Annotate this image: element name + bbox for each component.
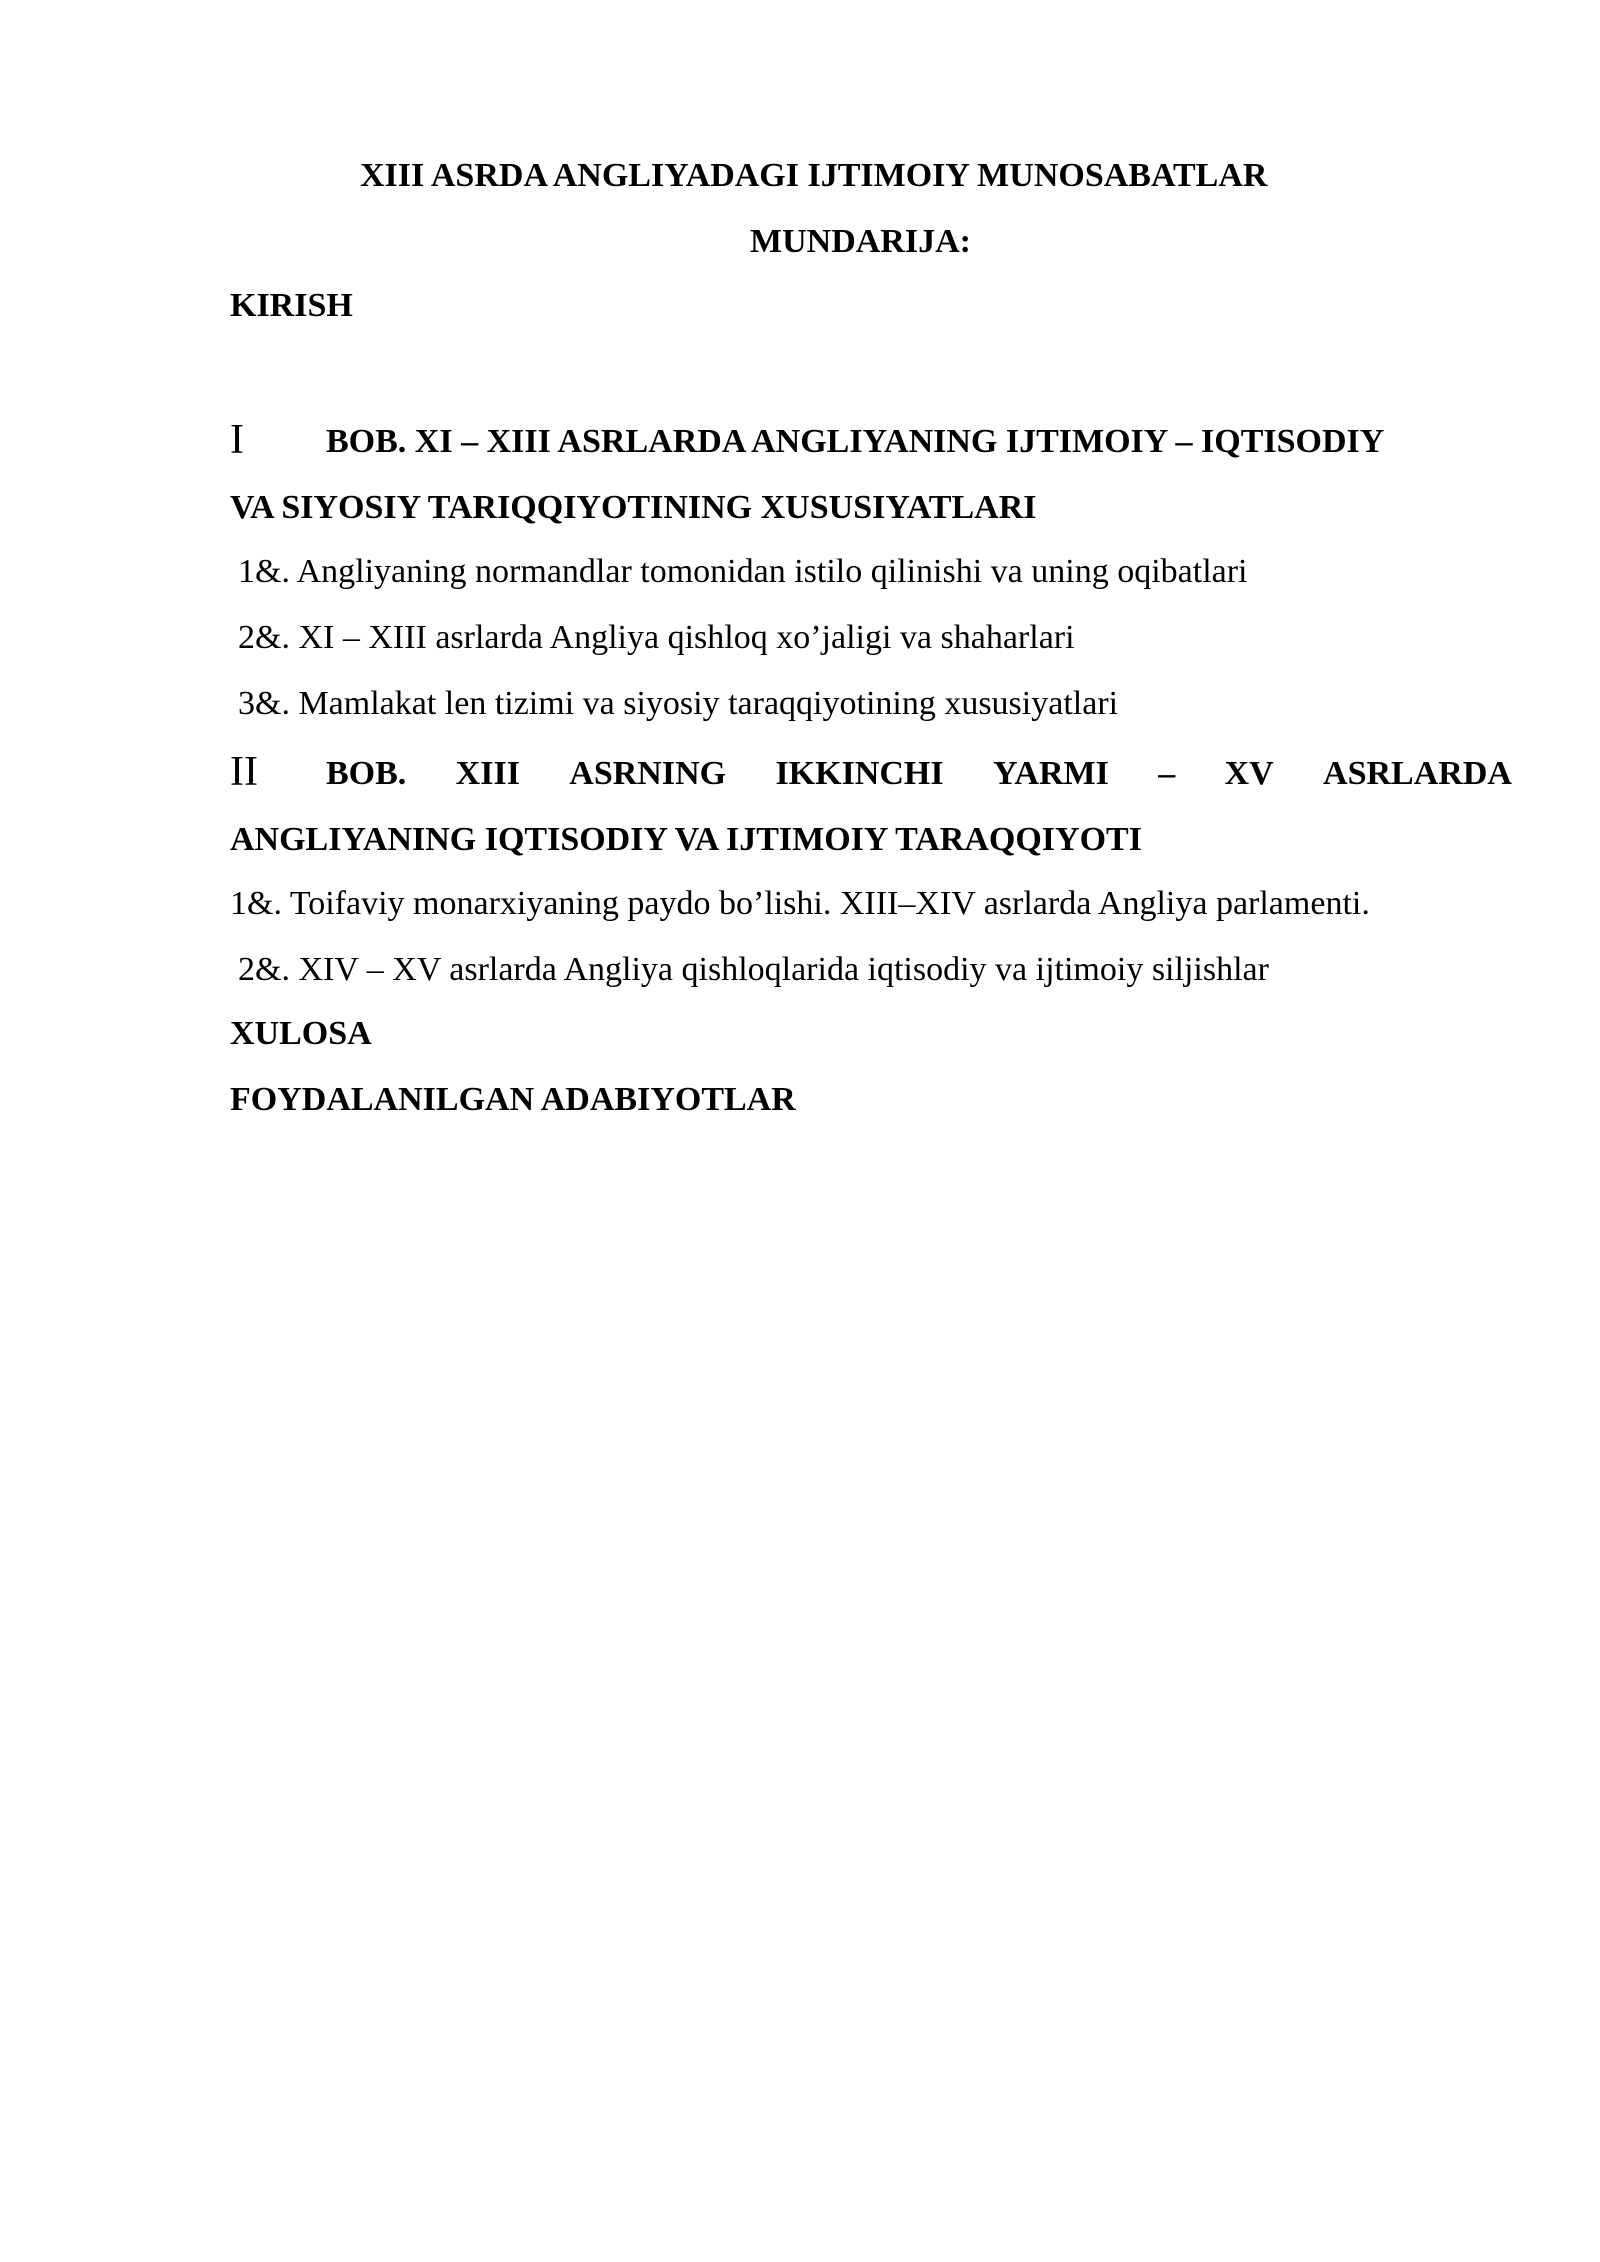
chapter2-numeral: II: [230, 749, 258, 795]
toc-heading: MUNDARIJA:: [750, 223, 971, 260]
chapter2-title-word: IKKINCHI: [775, 755, 944, 792]
toc-intro: KIRISH: [230, 287, 353, 324]
document-title: XIII ASRDA ANGLIYADAGI IJTIMOIY MUNOSABATLAR: [360, 157, 1268, 194]
chapter2-title-word: BOB.: [326, 755, 407, 792]
chapter1-title-line2: VA SIYOSIY TARIQQIYOTINING XUSUSIYATLARI: [230, 489, 1037, 526]
chapter2-title-line1: [326, 754, 1512, 794]
chapter1-numeral: I: [230, 417, 244, 463]
chapter2-title-word: XV: [1224, 755, 1274, 792]
chapter2-section-1: 1&. Toifaviy monarxiyaning paydo bo’lishi. XIII–XIV asrlarda Angliya parlamenti.: [230, 885, 1370, 922]
chapter2-title-word: YARMI: [992, 755, 1109, 792]
chapter2-title-word: XIII: [455, 755, 520, 792]
chapter2-title-line2: ANGLIYANING IQTISODIY VA IJTIMOIY TARAQQIYOTI: [230, 821, 1142, 858]
chapter1-section-3: 3&. Mamlakat len tizimi va siyosiy taraqqiyotining xususiyatlari: [238, 685, 1119, 722]
chapter2-title-word: –: [1158, 755, 1176, 792]
chapter1-section-1: 1&. Angliyaning normandlar tomonidan istilo qilinishi va uning oqibatlari: [238, 553, 1248, 590]
toc-conclusion: XULOSA: [230, 1015, 372, 1052]
toc-references: FOYDALANILGAN ADABIYOTLAR: [230, 1081, 796, 1118]
chapter1-section-2: 2&. XI – XIII asrlarda Angliya qishloq xo’jaligi va shaharlari: [238, 619, 1075, 656]
chapter2-title-word: ASRNING: [569, 755, 727, 792]
chapter2-section-2: 2&. XIV – XV asrlarda Angliya qishloqlarida iqtisodiy va ijtimoiy siljishlar: [238, 951, 1269, 988]
chapter1-title-line1: BOB. XI – XIII ASRLARDA ANGLIYANING IJTIMOIY – IQTISODIY: [326, 423, 1385, 460]
chapter2-title-word: ASRLARDA: [1323, 755, 1512, 792]
